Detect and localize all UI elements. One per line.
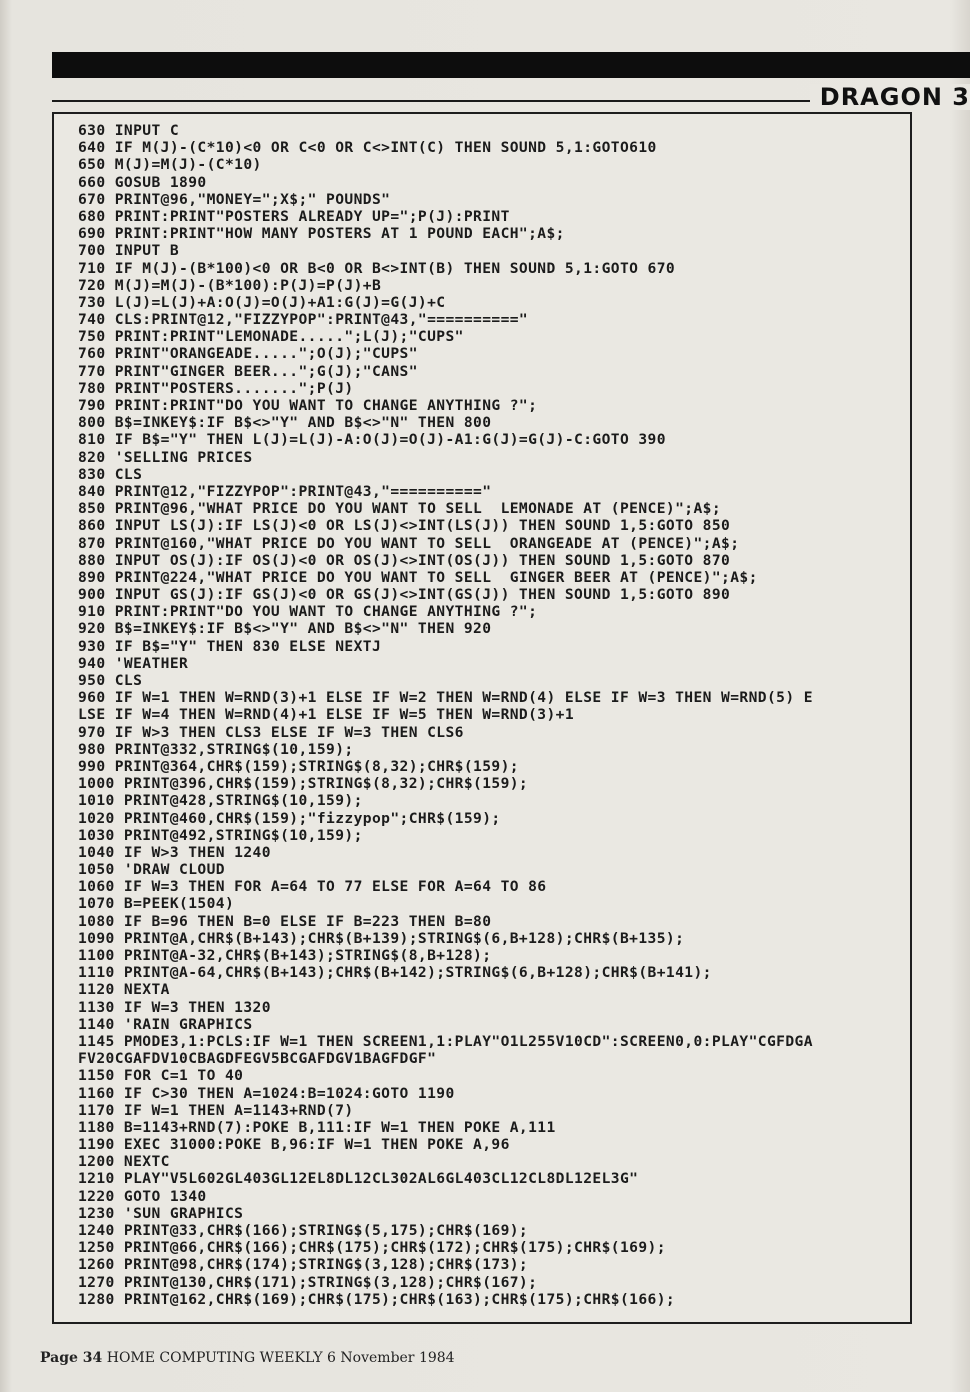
code-line: 660 GOSUB 1890 xyxy=(78,173,207,191)
code-line: 1130 IF W=3 THEN 1320 xyxy=(78,998,271,1016)
code-line: 1220 GOTO 1340 xyxy=(78,1187,207,1205)
code-line: 790 PRINT:PRINT"DO YOU WANT TO CHANGE ANYTHING ?"; xyxy=(78,397,538,414)
code-line: 820 'SELLING PRICES xyxy=(78,448,253,466)
code-listing xyxy=(78,122,910,1308)
code-line: 1260 PRINT@98,CHR$(174);STRING$(3,128);CHR$(173); xyxy=(78,1256,529,1274)
code-line: 980 PRINT@332,STRING$(10,159); xyxy=(78,740,354,758)
code-line: 1120 NEXTA xyxy=(78,981,170,999)
code-line: 920 B$=INKEY$:IF B$<>"Y" AND B$<>"N" THEN 920 xyxy=(78,620,492,638)
code-line: 1145 PMODE3,1:PCLS:IF W=1 THEN SCREEN1,1:PLAY"O1L255V10CD":SCREEN0,0:PLAY"CGFDGA xyxy=(78,1032,813,1050)
code-line: 970 IF W>3 THEN CLS3 ELSE IF W=3 THEN CLS6 xyxy=(78,723,464,741)
code-line: 640 IF M(J)-(C*10)<0 OR C<0 OR C<>INT(C) THEN SOUND 5,1:GOTO610 xyxy=(78,139,657,157)
code-line: 740 CLS:PRINT@12,"FIZZYPOP":PRINT@43,"==========" xyxy=(78,311,529,329)
code-line: 1090 PRINT@A,CHR$(B+143);CHR$(B+139);STRING$(6,B+128);CHR$(B+135); xyxy=(78,929,685,947)
code-line: 1150 FOR C=1 TO 40 xyxy=(78,1067,244,1085)
code-listing-box xyxy=(52,112,912,1324)
code-line: 700 INPUT B xyxy=(78,242,180,260)
code-line: 850 PRINT@96,"WHAT PRICE DO YOU WANT TO SELL LEMONADE AT (PENCE)";A$; xyxy=(78,500,722,518)
code-line: FV20CGAFDV10CBAGDFEGV5BCGAFDGV1BAGFDGF" xyxy=(78,1050,437,1068)
code-line: 840 PRINT@12,"FIZZYPOP":PRINT@43,"==========" xyxy=(78,482,492,500)
code-line: 1200 NEXTC xyxy=(78,1153,170,1171)
code-line: 1020 PRINT@460,CHR$(159);"fizzypop";CHR$(159); xyxy=(78,809,501,827)
code-line: 720 M(J)=M(J)-(B*100):P(J)=P(J)+B xyxy=(78,276,382,294)
code-line: 950 CLS xyxy=(78,672,143,689)
code-line: 930 IF B$="Y" THEN 830 ELSE NEXTJ xyxy=(78,637,382,655)
code-line: LSE IF W=4 THEN W=RND(4)+1 ELSE IF W=5 THEN W=RND(3)+1 xyxy=(78,706,575,724)
code-line: 630 INPUT C xyxy=(78,122,180,139)
code-line: 760 PRINT"ORANGEADE.....";O(J);"CUPS" xyxy=(78,345,418,363)
code-line: 890 PRINT@224,"WHAT PRICE DO YOU WANT TO SELL GINGER BEER AT (PENCE)";A$; xyxy=(78,568,758,586)
code-line: 710 IF M(J)-(B*100)<0 OR B<0 OR B<>INT(B) THEN SOUND 5,1:GOTO 670 xyxy=(78,259,676,277)
code-line: 1100 PRINT@A-32,CHR$(B+143);STRING$(8,B+128); xyxy=(78,947,492,964)
code-line: 1000 PRINT@396,CHR$(159);STRING$(8,32);CHR$(159); xyxy=(78,775,529,793)
code-line: 1180 B=1143+RND(7):POKE B,111:IF W=1 THEN POKE A,111 xyxy=(78,1118,556,1136)
code-line: 1280 PRINT@162,CHR$(169);CHR$(175);CHR$(163);CHR$(175);CHR$(166); xyxy=(78,1290,676,1308)
code-line: 1240 PRINT@33,CHR$(166);STRING$(5,175);CHR$(169); xyxy=(78,1222,529,1239)
code-line: 990 PRINT@364,CHR$(159);STRING$(8,32);CHR$(159); xyxy=(78,757,519,775)
code-line: 1080 IF B=96 THEN B=0 ELSE IF B=223 THEN B=80 xyxy=(78,912,492,930)
page-number: Page 34 xyxy=(40,1350,103,1366)
page-footer xyxy=(40,1350,455,1366)
code-line: 780 PRINT"POSTERS.......";P(J) xyxy=(78,379,354,397)
code-line: 1170 IF W=1 THEN A=1143+RND(7) xyxy=(78,1101,354,1119)
code-line: 690 PRINT:PRINT"HOW MANY POSTERS AT 1 POUND EACH";A$; xyxy=(78,225,565,243)
code-line: 1160 IF C>30 THEN A=1024:B=1024:GOTO 1190 xyxy=(78,1084,455,1102)
code-line: 1190 EXEC 31000:POKE B,96:IF W=1 THEN POKE A,96 xyxy=(78,1136,510,1154)
code-line: 730 L(J)=L(J)+A:O(J)=O(J)+A1:G(J)=G(J)+C xyxy=(78,293,446,311)
code-line: 1030 PRINT@492,STRING$(10,159); xyxy=(78,826,363,844)
code-line: 860 INPUT LS(J):IF LS(J)<0 OR LS(J)<>INT(LS(J)) THEN SOUND 1,5:GOTO 850 xyxy=(78,517,731,535)
code-line: 900 INPUT GS(J):IF GS(J)<0 OR GS(J)<>INT(GS(J)) THEN SOUND 1,5:GOTO 890 xyxy=(78,586,731,604)
header-black-bar xyxy=(52,52,970,78)
code-line: 1140 'RAIN GRAPHICS xyxy=(78,1015,253,1033)
code-line: 1270 PRINT@130,CHR$(171);STRING$(3,128);CHR$(167); xyxy=(78,1273,538,1291)
code-line: 750 PRINT:PRINT"LEMONADE.....";L(J);"CUPS" xyxy=(78,328,464,346)
code-line: 1210 PLAY"V5L602GL403GL12EL8DL12CL302AL6GL403CL12CL8DL12EL3G" xyxy=(78,1170,639,1188)
code-line: 910 PRINT:PRINT"DO YOU WANT TO CHANGE ANYTHING ?"; xyxy=(78,603,538,621)
code-line: 800 B$=INKEY$:IF B$<>"Y" AND B$<>"N" THEN 800 xyxy=(78,414,492,432)
code-line: 940 'WEATHER xyxy=(78,654,189,672)
code-line: 1010 PRINT@428,STRING$(10,159); xyxy=(78,792,363,810)
code-line: 830 CLS xyxy=(78,465,143,483)
publication-line: HOME COMPUTING WEEKLY 6 November 1984 xyxy=(106,1350,455,1366)
code-line: 670 PRINT@96,"MONEY=";X$;" POUNDS" xyxy=(78,190,391,208)
section-label: DRAGON 3 xyxy=(810,84,970,110)
code-line: 680 PRINT:PRINT"POSTERS ALREADY UP=";P(J):PRINT xyxy=(78,207,510,225)
code-line: 1060 IF W=3 THEN FOR A=64 TO 77 ELSE FOR A=64 TO 86 xyxy=(78,878,547,896)
code-line: 1230 'SUN GRAPHICS xyxy=(78,1204,244,1222)
code-line: 880 INPUT OS(J):IF OS(J)<0 OR OS(J)<>INT(OS(J)) THEN SOUND 1,5:GOTO 870 xyxy=(78,551,731,569)
code-line: 1110 PRINT@A-64,CHR$(B+143);CHR$(B+142);STRING$(6,B+128);CHR$(B+141); xyxy=(78,964,712,982)
code-line: 1250 PRINT@66,CHR$(166);CHR$(175);CHR$(172);CHR$(175);CHR$(169); xyxy=(78,1239,666,1257)
code-line: 1040 IF W>3 THEN 1240 xyxy=(78,843,271,861)
code-line: 1050 'DRAW CLOUD xyxy=(78,861,225,879)
code-line: 1070 B=PEEK(1504) xyxy=(78,895,235,913)
code-line: 960 IF W=1 THEN W=RND(3)+1 ELSE IF W=2 THEN W=RND(4) ELSE IF W=3 THEN W=RND(5) E xyxy=(78,689,813,707)
code-line: 770 PRINT"GINGER BEER...";G(J);"CANS" xyxy=(78,362,418,380)
code-line: 810 IF B$="Y" THEN L(J)=L(J)-A:O(J)=O(J)-A1:G(J)=G(J)-C:GOTO 390 xyxy=(78,431,666,449)
code-line: 650 M(J)=M(J)-(C*10) xyxy=(78,156,262,174)
code-line: 870 PRINT@160,"WHAT PRICE DO YOU WANT TO SELL ORANGEADE AT (PENCE)";A$; xyxy=(78,534,740,552)
